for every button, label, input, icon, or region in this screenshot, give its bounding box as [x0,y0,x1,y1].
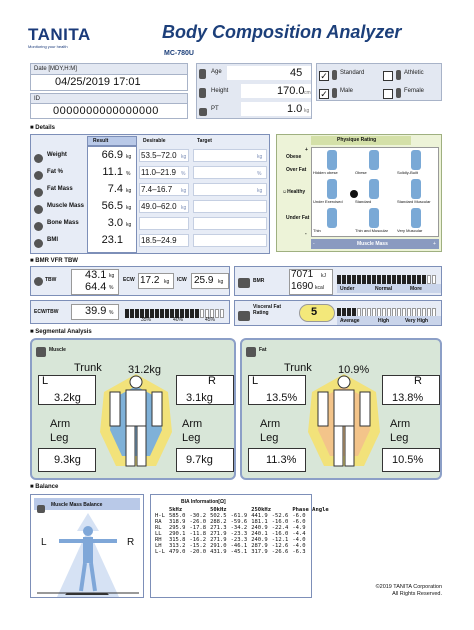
bia-cell: -16.0 [271,531,289,537]
details-row-value: 3.0 [107,217,123,229]
bia-cell: -6.3 [292,549,306,555]
bia-cell: RL [155,525,162,531]
details-row-label: Weight [47,152,67,158]
ecw-tbw-bar [125,305,229,315]
bar-segment [130,309,134,318]
bar-segment [387,275,391,284]
bia-cell: -59.6 [230,519,248,525]
bar-segment [407,275,411,284]
bia-cell: 271.3 [210,525,227,531]
muscle-body-diagram [96,370,176,478]
bia-cell: 431.9 [210,549,227,555]
bia-cell: 313.2 [168,543,186,549]
tanita-logo [28,25,94,51]
bar-segment [195,309,199,318]
bar-segment [215,309,219,318]
bia-table [153,507,331,555]
copyright: ©2019 TANITA Corporation [375,584,442,590]
muscle-left-label: L [42,375,49,387]
vf-scale-high: High [378,318,390,324]
muscle-trunk-label: Trunk [74,362,102,374]
ecw-tbw-unit: % [109,310,114,316]
visceral-panel [234,300,442,326]
visceral-bar [337,304,441,314]
bmr-kj: 7071 [291,269,314,280]
physique-marker [350,190,358,198]
segmental-section-title: ■ Segmental Analysis [30,329,92,335]
bia-cell: 479.0 [168,549,186,555]
physique-figure-icon [369,208,379,228]
brand-tagline: Monitoring your health [28,44,68,49]
physique-cell-label: Thin and Muscular [355,228,388,233]
visceral-value: 5 [311,306,318,318]
bia-cell: 240.9 [251,537,268,543]
details-row-label: Muscle Mass [47,203,85,209]
bar-segment [357,275,361,284]
model-number: MC-780U [164,50,194,57]
ecw-tick-45: 45% [205,317,216,323]
visceral-icon [238,308,250,326]
muscle-leg-left: 9.3kg [54,454,81,466]
details-row-value: 7.4 [107,183,123,195]
fat-segment-panel [240,338,442,480]
bia-cell: -4.9 [292,525,306,531]
ecw-label: ECW [123,277,135,283]
ecw-tick-40: 40% [173,317,184,323]
bar-segment [342,275,346,284]
muscle-plus: + [433,241,436,247]
bar-segment [165,309,169,318]
bmr-kcal: 1690 [291,281,314,292]
female-icon [396,85,401,103]
bmr-section-title: ■ BMR VFR TBW [30,258,78,264]
bar-segment [337,275,341,284]
details-row-icon [34,184,43,202]
bia-cell: RA [155,519,162,525]
muscle-leg-label-r: Leg [182,432,201,444]
bar-segment [352,275,356,284]
bmr-scale-normal: Normal [375,286,393,292]
details-row-label: BMI [47,237,58,243]
fat-arm-right: 13.8% [392,392,424,404]
bar-segment [432,275,436,284]
details-row-icon [34,218,43,236]
female-label: Female [404,88,425,94]
physique-obese: Obese [286,154,302,160]
ecw-value: 17.2 [140,275,160,286]
bar-segment [125,309,129,318]
bmr-icon [238,275,250,293]
muscle-trunk-value: 31.2kg [128,364,162,376]
fat-leg-label-l: Leg [260,432,279,444]
bmr-scale-under: Under [340,286,355,292]
muscle-balance-panel [30,494,144,598]
details-row-target-unit: kg [257,188,263,194]
fat-plus: + [305,147,308,153]
ecw-tbw-label: ECW/TBW [34,309,59,315]
bia-cell: 315.8 [168,537,186,543]
tbw-kg: 43.1 [85,269,107,281]
bia-cell: 240.9 [251,525,268,531]
muscle-icon [36,344,46,362]
physique-panel [276,134,442,252]
bia-header-cell: 250kHz [251,507,272,513]
tbw-icon [34,273,43,291]
muscle-title: Muscle [49,347,66,353]
details-row-icon [34,201,43,219]
visceral-label: Visceral Fat Rating [253,304,281,316]
icw-unit: kg [218,279,224,285]
details-row-desirable-unit: kg [181,188,187,194]
bar-segment [402,275,406,284]
bia-cell: RH [155,537,162,543]
height-icon [199,85,206,103]
bia-cell: LL [155,531,162,537]
bar-segment [427,275,431,284]
physique-overfat: Over Fat [286,167,307,173]
bia-cell: -17.8 [189,525,207,531]
id-label: ID [34,96,40,102]
ecw-tick-35: 35% [141,317,152,323]
bar-segment [347,275,351,284]
muscle-balance-title: Muscle Mass Balance [51,502,103,508]
tbw-panel [30,266,230,296]
fat-leg-label-r: Leg [390,432,409,444]
bar-segment [367,275,371,284]
fat-leg-left: 11.3% [266,454,297,466]
bar-segment [200,309,204,318]
bar-segment [417,275,421,284]
bar-segment [372,275,376,284]
fat-arm-label-r: Arm [390,418,411,430]
details-row-unit: kg [126,222,132,228]
details-row-label: Fat Mass [47,186,73,192]
bia-cell: 441.9 [251,513,268,519]
physique-healthy: ☺Healthy [282,189,306,195]
vf-scale-average: Average [340,318,360,324]
tbw-pct: 64.4 [85,281,107,293]
details-row-unit: kg [126,205,132,211]
bar-segment [392,275,396,284]
details-section-title: ■ Details [30,125,55,131]
bar-segment [422,275,426,284]
details-row-label: Fat % [47,169,64,175]
brand-name: TANITA [28,25,91,44]
physique-cell-label: Very Muscular [397,228,423,233]
bia-cell: -4.4 [292,531,306,537]
physique-figure-icon [411,208,421,228]
bia-cell: -26.6 [271,549,289,555]
bia-cell: 295.9 [168,525,186,531]
fat-trunk-label: Trunk [284,362,312,374]
physique-cell-label: Obese [355,170,367,175]
physique-figure-icon [411,150,421,170]
bmr-panel [234,266,442,296]
details-row-unit: % [126,171,131,177]
muscle-segment-panel [30,338,236,480]
bia-cell: L-L [155,549,165,555]
standard-icon [332,67,337,85]
bia-cell: -46.1 [230,543,248,549]
balance-figure [37,513,139,597]
female-checkbox[interactable] [383,89,393,99]
bmr-kj-unit: kJ [321,273,326,279]
bia-cell: 288.2 [210,519,227,525]
ecw-unit: kg [164,279,170,285]
muscle-mass-axis: Muscle Mass [357,241,388,247]
details-row-icon [34,235,43,253]
pt-value: 1.0 [287,103,303,115]
bar-segment [362,275,366,284]
physique-figure-icon [327,150,337,170]
muscle-right-label: R [208,375,216,387]
bia-cell: LH [155,543,162,549]
icw-label: ICW [177,277,187,283]
male-checkbox[interactable]: ✓ [320,88,328,99]
details-row-desirable: 18.5–24.9 [141,236,177,245]
details-row-desirable: 7.4–16.7 [141,185,173,194]
details-row-desirable-unit: kg [181,154,187,160]
bar-segment [220,309,224,318]
details-row-unit: kg [126,154,132,160]
details-row-value: 23.1 [101,234,123,246]
tbw-label: TBW [45,277,57,283]
muscle-arm-right: 3.1kg [186,392,213,404]
bia-cell: -16.2 [189,537,207,543]
bia-cell: -30.2 [189,513,207,519]
bia-cell: -12.1 [271,537,289,543]
physique-cell-label: Thin [313,228,321,233]
physique-cell-label: Standard Muscular [397,199,431,204]
physique-title: Physique Rating [337,137,377,143]
bia-cell: 290.1 [168,531,186,537]
bmr-label: BMR [253,278,265,284]
bia-cell: -61.9 [230,513,248,519]
details-row-value: 56.5 [101,200,123,212]
mode-box [316,63,442,101]
bar-segment [155,309,159,318]
bia-panel [150,494,329,598]
bar-segment [412,275,416,284]
col-desirable: Desirable [143,138,166,144]
fat-arm-left: 13.5% [266,392,298,404]
physique-underfat: Under Fat [286,215,310,221]
ecw-tbw-value: 39.9 [85,305,107,317]
muscle-arm-label-l: Arm [50,418,71,430]
height-label: Height [211,88,229,94]
details-row-desirable-unit: % [181,171,186,177]
bia-cell: H-L [155,513,165,519]
bia-cell: -26.0 [189,519,207,525]
muscle-leg-label-l: Leg [50,432,69,444]
bar-segment [185,309,189,318]
bia-cell: -45.1 [230,549,248,555]
rights: All Rights Reserved. [392,591,442,597]
physique-figure-icon [369,150,379,170]
physique-figure-icon [411,179,421,199]
date-box [30,63,188,91]
physique-cell-label: Standard [355,199,372,204]
male-label: Male [340,88,354,94]
bar-segment [190,309,194,318]
bia-cell: -23.3 [230,537,248,543]
details-row-target-unit: % [257,171,262,177]
bia-cell: -11.8 [189,531,207,537]
athletic-label: Athletic [404,70,424,76]
bia-cell: -22.4 [271,525,289,531]
bia-cell: -6.0 [292,513,306,519]
details-row-label: Bone Mass [47,220,79,226]
fat-right-label: R [414,375,422,387]
details-row-icon [34,167,43,185]
col-result: Result [93,138,109,144]
bia-cell: -34.2 [230,525,248,531]
date-value: 04/25/2019 17:01 [55,76,141,88]
balance-right-label: R [127,537,135,548]
bia-cell: -52.6 [271,513,289,519]
details-row-unit: kg [126,188,132,194]
tbw-pct-unit: % [109,285,114,291]
physique-cell-label: Solidly-Built [397,170,418,175]
page-title: Body Composition Analyzer [162,22,402,42]
details-row-desirable: 53.5–72.0 [141,151,177,160]
icw-value: 25.9 [194,275,214,286]
physique-figure-icon [327,208,337,228]
bia-cell: -6.0 [292,519,306,525]
bia-row [153,549,331,555]
bia-cell: -4.0 [292,543,306,549]
fat-minus: - [305,231,307,237]
physique-cell-label: Hidden obese [313,170,338,175]
details-row-value: 11.1 [102,166,123,178]
fat-left-label: L [252,375,259,387]
athletic-icon [396,67,401,85]
fat-trunk-value: 10.9% [338,364,370,376]
details-row-desirable: 49.0–62.0 [141,202,177,211]
bia-cell: 271.9 [210,531,227,537]
details-row-value: 66.9 [101,149,123,161]
physique-figure-icon [369,179,379,199]
pt-unit: kg [304,108,310,114]
bia-cell: 291.0 [210,543,227,549]
balance-left-label: L [41,537,47,548]
bar-segment [160,309,164,318]
male-icon [332,85,337,103]
bia-cell: 271.9 [210,537,227,543]
bia-cell: 240.1 [251,531,268,537]
bar-segment [397,275,401,284]
bia-cell: -12.6 [271,543,289,549]
bia-header-cell: Phase Angle [292,507,329,513]
standard-label: Standard [340,70,365,76]
bia-title: BIA Information[Ω] [181,499,226,505]
physique-cell-label: Under Exercised [313,199,343,204]
bar-segment [135,309,139,318]
age-label: Age [211,69,222,75]
height-unit: cm [304,90,311,96]
bmr-scale-more: More [410,286,422,292]
fat-arm-label-l: Arm [260,418,281,430]
details-row-desirable-unit: kg [181,205,187,211]
fat-icon [246,344,256,362]
date-label: Date [MDY,H:M] [34,66,77,72]
bia-cell: -20.0 [189,549,207,555]
muscle-arm-label-r: Arm [182,418,203,430]
bia-cell: 181.1 [251,519,268,525]
bia-cell: 502.5 [210,513,227,519]
fat-title: Fat [259,347,267,353]
height-value: 170.0 [277,85,305,97]
pt-icon [199,103,207,121]
bia-cell: 585.0 [168,513,186,519]
profile-box [196,63,312,119]
details-row-target-unit: kg [257,154,263,160]
col-target: Target [197,138,212,144]
physique-figure-icon [327,179,337,199]
details-row-icon [34,150,43,168]
age-icon [199,66,206,84]
standard-checkbox[interactable]: ✓ [320,70,328,81]
details-panel [30,134,270,254]
muscle-minus: - [313,241,315,247]
athletic-checkbox[interactable] [383,71,393,81]
bar-segment [377,275,381,284]
muscle-leg-right: 9.7kg [186,454,213,466]
bar-segment [382,275,386,284]
bia-cell: 287.9 [251,543,268,549]
id-value: 0000000000000000 [53,105,159,117]
bia-cell: -4.0 [292,537,306,543]
bia-cell: -23.3 [230,531,248,537]
details-row-desirable: 11.0–21.9 [141,168,176,177]
bia-header-cell: 5kHz [168,507,183,513]
ecw-tbw-panel [30,300,230,324]
id-box [30,93,188,119]
tbw-kg-unit: kg [109,273,115,279]
fat-body-diagram [304,370,384,478]
fat-leg-right: 10.5% [392,454,424,466]
bmr-bar [337,271,441,281]
bia-cell: -16.0 [271,519,289,525]
muscle-arm-left: 3.2kg [54,392,81,404]
age-value: 45 [290,67,303,79]
balance-section-title: ■ Balance [30,484,58,490]
bia-header-cell: 50kHz [210,507,227,513]
pt-label: PT [211,106,219,112]
bmr-kcal-unit: kcal [315,285,324,291]
vf-scale-veryhigh: Very High [405,318,429,324]
bia-cell: 318.9 [168,519,186,525]
bia-cell: 317.9 [251,549,268,555]
bia-cell: -15.2 [189,543,207,549]
